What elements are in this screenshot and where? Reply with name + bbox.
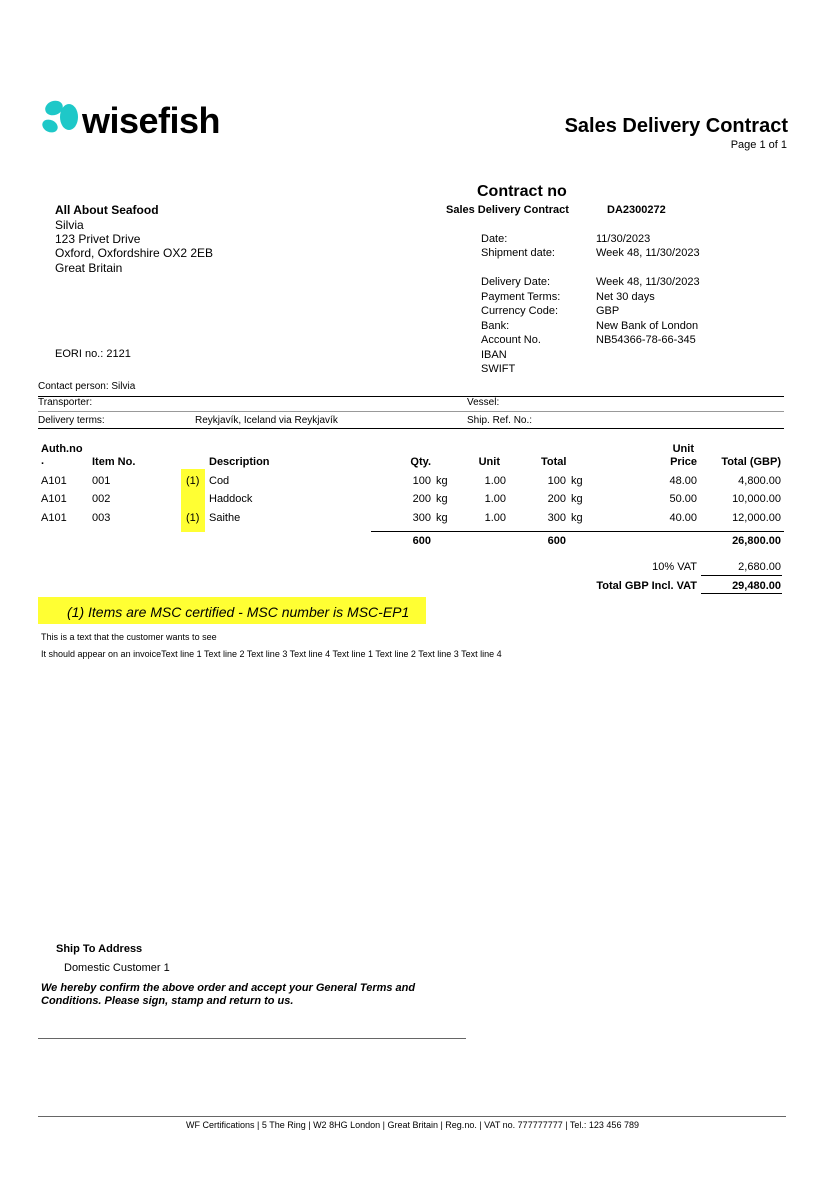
info-value: GBP <box>596 305 620 317</box>
header-auth-no: Auth.no <box>41 443 83 455</box>
header-total: Total <box>541 456 567 468</box>
vat-divider <box>701 575 782 576</box>
cell-msc-mark: (1) <box>186 475 200 487</box>
info-value: 11/30/2023 <box>596 233 651 245</box>
cell-total-unit: kg <box>571 475 583 487</box>
divider <box>38 396 784 397</box>
document-title: Sales Delivery Contract <box>564 115 788 137</box>
info-value: Week 48, 11/30/2023 <box>596 247 700 259</box>
delivery-terms-value: Reykjavík, Iceland via Reykjavík <box>195 415 338 426</box>
delivery-terms-label: Delivery terms: <box>38 415 105 426</box>
fish-logo-icon <box>40 98 80 138</box>
divider <box>38 411 784 412</box>
info-value: New Bank of London <box>596 320 699 332</box>
sum-qty: 600 <box>412 535 431 547</box>
info-value: Net 30 days <box>596 291 655 303</box>
info-label: SWIFT <box>481 363 516 375</box>
ship-to-name: Domestic Customer 1 <box>64 962 170 974</box>
header-item-no: Item No. <box>92 456 136 468</box>
header-auth-no-dot: . <box>41 455 45 467</box>
cell-qty: 100 <box>412 475 431 487</box>
divider <box>38 428 784 429</box>
cell-total-unit: kg <box>571 493 583 505</box>
cell-auth: A101 <box>41 512 67 524</box>
vat-label: 10% VAT <box>652 561 697 573</box>
contact-person: Contact person: Silvia <box>38 381 136 392</box>
cell-amount: 12,000.00 <box>732 512 781 524</box>
customer-city: Oxford, Oxfordshire OX2 2EB <box>55 246 214 260</box>
header-unit-price-1: Unit <box>672 443 694 455</box>
cell-qty: 300 <box>412 512 431 524</box>
cell-unit: 1.00 <box>484 493 506 505</box>
customer-text-line: It should appear on an invoiceText line 1 Text line 2 Text line 3 Text line 4 Text line 1 Text line 2 Text line 3 Text line 4 <box>41 649 502 659</box>
customer-text-line: This is a text that the customer wants to see <box>41 632 217 642</box>
ship-to-heading: Ship To Address <box>56 943 143 955</box>
cell-total: 300 <box>547 512 566 524</box>
vessel-label: Vessel: <box>467 397 500 408</box>
cell-item: 002 <box>92 493 111 505</box>
cell-qty-unit: kg <box>436 493 448 505</box>
info-label: Currency Code: <box>481 305 559 317</box>
confirmation-text: We hereby confirm the above order and accept your General Terms and <box>41 982 416 994</box>
customer-street: 123 Privet Drive <box>55 232 141 246</box>
vat-divider <box>701 593 782 594</box>
cell-auth: A101 <box>41 493 67 505</box>
cell-description: Cod <box>209 475 230 487</box>
cell-item: 003 <box>92 512 111 524</box>
header-total-gbp: Total (GBP) <box>721 456 781 468</box>
confirmation-text: Conditions. Please sign, stamp and return to us. <box>41 995 294 1007</box>
info-label: Delivery Date: <box>481 276 551 288</box>
cell-msc-mark: (1) <box>186 512 200 524</box>
header-unit-price-2: Price <box>670 456 697 468</box>
cell-total-unit: kg <box>571 512 583 524</box>
cell-total: 100 <box>547 475 566 487</box>
page-number: Page 1 of 1 <box>730 139 787 151</box>
customer-name: All About Seafood <box>55 203 159 217</box>
sum-amount: 26,800.00 <box>732 535 781 547</box>
info-label: IBAN <box>481 349 507 361</box>
cell-unit: 1.00 <box>484 512 506 524</box>
footer-text: WF Certifications | 5 The Ring | W2 8HG London | Great Britain | Reg.no. | VAT no. 777777777 | Tel.: 123 456 789 <box>186 1120 639 1130</box>
company-logo <box>40 96 240 146</box>
info-value: NB54366-78-66-345 <box>596 334 696 346</box>
header-description: Description <box>209 456 270 468</box>
info-label: Account No. <box>481 334 541 346</box>
cell-price: 40.00 <box>669 512 697 524</box>
contract-no-heading: Contract no <box>477 183 567 200</box>
info-label: Payment Terms: <box>481 291 561 303</box>
cell-qty: 200 <box>412 493 431 505</box>
info-label: Date: <box>481 233 508 245</box>
logo-wordmark: wisefish <box>82 100 221 141</box>
cell-auth: A101 <box>41 475 67 487</box>
cell-qty-unit: kg <box>436 475 448 487</box>
total-incl-vat-label: Total GBP Incl. VAT <box>596 580 697 592</box>
cell-total: 200 <box>547 493 566 505</box>
cell-qty-unit: kg <box>436 512 448 524</box>
msc-note: (1) Items are MSC certified - MSC number is MSC-EP1 <box>67 604 410 620</box>
sum-divider <box>371 531 784 532</box>
transporter-label: Transporter: <box>38 397 93 408</box>
cell-description: Saithe <box>209 512 241 524</box>
cell-unit: 1.00 <box>484 475 506 487</box>
vat-amount: 2,680.00 <box>738 561 781 573</box>
eori-number: EORI no.: 2121 <box>55 348 131 360</box>
header-unit: Unit <box>478 456 500 468</box>
header-qty: Qty. <box>410 456 431 468</box>
ship-ref-label: Ship. Ref. No.: <box>467 415 533 426</box>
info-label: Bank: <box>481 320 510 332</box>
customer-contact: Silvia <box>55 218 84 232</box>
cell-description: Haddock <box>209 493 253 505</box>
info-label: Shipment date: <box>481 247 555 259</box>
contract-number: DA2300272 <box>607 204 666 216</box>
cell-amount: 4,800.00 <box>738 475 781 487</box>
footer-divider <box>38 1116 786 1117</box>
total-incl-vat-amount: 29,480.00 <box>732 580 781 592</box>
cell-price: 50.00 <box>669 493 697 505</box>
cell-amount: 10,000.00 <box>732 493 781 505</box>
info-value: Week 48, 11/30/2023 <box>596 276 700 288</box>
cell-price: 48.00 <box>669 475 697 487</box>
signature-line <box>38 1038 466 1039</box>
sum-total: 600 <box>547 535 566 547</box>
customer-country: Great Britain <box>55 261 123 275</box>
contract-type: Sales Delivery Contract <box>446 204 569 216</box>
cell-item: 001 <box>92 475 111 487</box>
